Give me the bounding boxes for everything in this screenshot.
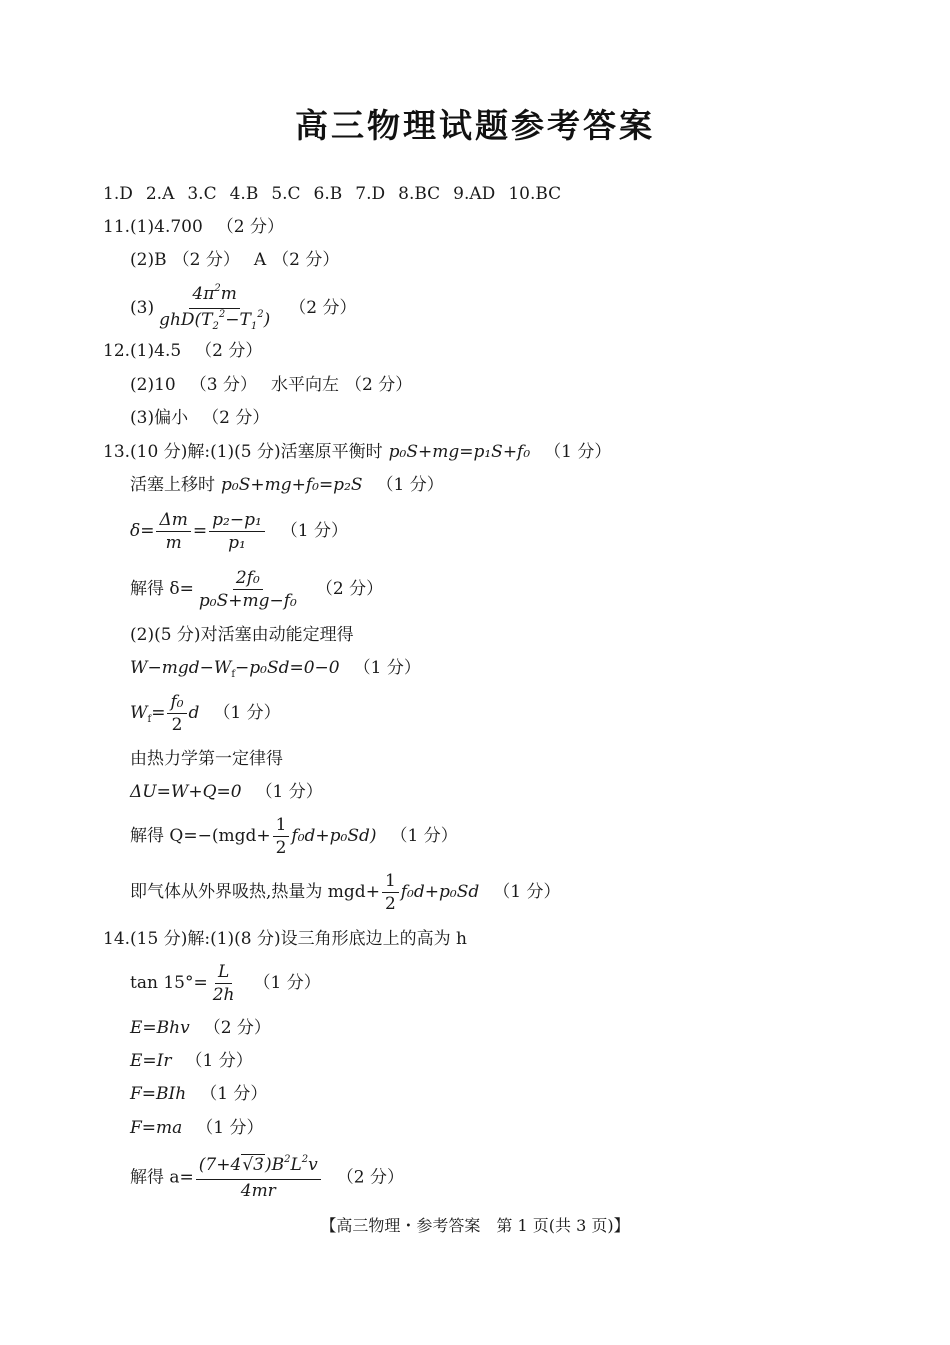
q13-solve-q bbox=[130, 815, 458, 858]
fraction bbox=[196, 568, 300, 611]
equation: F=ma bbox=[130, 1118, 183, 1138]
numerator: p₂−p₁ bbox=[209, 510, 265, 532]
q11-part2 bbox=[130, 249, 339, 271]
sqrt: √3 bbox=[242, 1155, 264, 1175]
label: 即气体从外界吸热,热量为 mgd+ bbox=[130, 882, 380, 902]
superscript: 2 bbox=[301, 1154, 309, 1165]
mc-answers bbox=[103, 183, 574, 205]
text: (2)(5 分)对活塞由动能定理得 bbox=[130, 625, 354, 645]
tail: f₀d+p₀Sd bbox=[400, 882, 480, 902]
q12-p2-value: 10 bbox=[154, 375, 176, 395]
equation: E=Ir bbox=[130, 1051, 172, 1071]
fraction bbox=[210, 962, 238, 1005]
subscript: f bbox=[147, 714, 152, 725]
q11-part1 bbox=[103, 216, 284, 238]
mc-answer: 10.BC bbox=[508, 184, 562, 204]
page-footer: 【高三物理・参考答案 第 1 页(共 3 页)】 bbox=[320, 1216, 630, 1235]
score: （1 分） bbox=[253, 973, 321, 993]
denominator: 2 bbox=[171, 715, 183, 735]
numerator: 2f₀ bbox=[233, 568, 263, 590]
mc-answer: 5.C bbox=[271, 184, 301, 204]
mc-answer: 4.B bbox=[229, 184, 259, 204]
q13-du bbox=[130, 781, 323, 803]
q12-part3 bbox=[130, 407, 269, 429]
page-title: 高三物理试题参考答案 bbox=[295, 106, 655, 145]
denominator-part: −T bbox=[225, 310, 251, 330]
lhs: W bbox=[130, 703, 148, 723]
numerator-part: L bbox=[290, 1155, 302, 1175]
fraction bbox=[382, 871, 399, 914]
superscript: 2 bbox=[218, 309, 226, 320]
subscript: f bbox=[231, 669, 236, 680]
label: 解得 δ= bbox=[130, 579, 194, 599]
score: （1 分） bbox=[493, 882, 561, 902]
q14-heading: 14.(15 分)解:(1)(8 分)设三角形底边上的高为 h bbox=[103, 929, 467, 949]
score: （2 分） bbox=[336, 1167, 404, 1188]
label: 解得 a= bbox=[130, 1167, 194, 1188]
q13-delta bbox=[130, 510, 348, 553]
score: （2 分） bbox=[344, 375, 413, 395]
q12-part2 bbox=[130, 374, 412, 396]
q13-solve-delta bbox=[130, 568, 383, 611]
equation: E=Bhv bbox=[130, 1018, 190, 1038]
mc-answer: 6.B bbox=[313, 184, 343, 204]
score: （1 分） bbox=[255, 782, 323, 802]
numerator-tail: m bbox=[220, 284, 237, 304]
q13-wf bbox=[130, 692, 281, 735]
numerator: f₀ bbox=[167, 692, 186, 714]
q14-e2 bbox=[130, 1050, 253, 1072]
subscript: 1 bbox=[250, 321, 258, 332]
score: （1 分） bbox=[196, 1118, 264, 1138]
score: （2 分） bbox=[203, 1018, 271, 1038]
score: （2 分） bbox=[289, 298, 357, 318]
q12-number: 12.(1) bbox=[103, 341, 155, 361]
equation: p₀S+mg=p₁S+f₀ bbox=[388, 442, 531, 462]
superscript: 2 bbox=[284, 1154, 291, 1165]
fraction bbox=[273, 815, 290, 858]
numerator-part: )B bbox=[264, 1155, 285, 1175]
denominator: 2h bbox=[212, 985, 235, 1005]
part-label: (2) bbox=[130, 250, 155, 270]
equation: p₀S+mg+f₀=p₂S bbox=[221, 475, 363, 495]
score: （2 分） bbox=[202, 408, 270, 428]
equation: F=BIh bbox=[130, 1084, 187, 1104]
q13-part2 bbox=[130, 624, 354, 646]
q13-heading: 13.(10 分)解:(1)(5 分)活塞原平衡时 bbox=[103, 442, 383, 462]
numerator: Δm bbox=[156, 510, 190, 532]
part-label: (3) bbox=[130, 408, 155, 428]
label: 解得 Q=−(mgd+ bbox=[130, 826, 271, 846]
q13-conclusion bbox=[130, 871, 560, 914]
score: （2 分） bbox=[216, 217, 285, 237]
q11-number: 11.(1) bbox=[103, 217, 155, 237]
q11-fraction bbox=[156, 284, 273, 333]
numerator-part: v bbox=[308, 1155, 318, 1175]
denominator: p₀S+mg−f₀ bbox=[198, 591, 297, 611]
score: （1 分） bbox=[353, 658, 421, 678]
q11-p2-value2: A bbox=[253, 250, 267, 270]
lhs: δ= bbox=[130, 521, 155, 541]
superscript: 2 bbox=[257, 309, 264, 320]
q14-tan bbox=[130, 962, 321, 1005]
fraction bbox=[209, 510, 265, 553]
numerator: 1 bbox=[382, 871, 399, 893]
q12-direction: 水平向左 bbox=[270, 375, 339, 395]
denominator: 2 bbox=[275, 838, 287, 858]
superscript: 2 bbox=[214, 283, 221, 294]
tail: f₀d+p₀Sd) bbox=[291, 826, 377, 846]
subscript: 2 bbox=[212, 321, 219, 332]
numerator: L bbox=[215, 962, 232, 984]
q12-p1-value: 4.5 bbox=[154, 341, 182, 361]
equation-tail: −p₀Sd=0−0 bbox=[235, 658, 340, 678]
q14-head bbox=[103, 928, 467, 950]
score: （2 分） bbox=[195, 341, 263, 361]
score: （1 分） bbox=[544, 442, 612, 462]
denominator: 2 bbox=[384, 894, 396, 914]
equals: = bbox=[151, 703, 166, 723]
text: 活塞上移时 bbox=[130, 475, 215, 495]
q13-line2 bbox=[130, 474, 444, 496]
denominator: m bbox=[165, 533, 182, 553]
denominator: ghD(T bbox=[159, 310, 213, 330]
equation: W−mgd−W bbox=[130, 658, 232, 678]
fraction bbox=[156, 510, 190, 553]
q13-head bbox=[103, 441, 611, 463]
q11-p1-value: 4.700 bbox=[154, 217, 203, 237]
radicand: 3 bbox=[253, 1155, 264, 1175]
q14-e1 bbox=[130, 1017, 271, 1039]
mc-answer: 7.D bbox=[355, 184, 386, 204]
score: （1 分） bbox=[390, 826, 458, 846]
equals: = bbox=[192, 521, 208, 541]
mc-answer: 9.AD bbox=[453, 184, 496, 204]
equation: ΔU=W+Q=0 bbox=[130, 782, 242, 802]
q14-solve bbox=[130, 1155, 404, 1201]
q11-p2-value1: B bbox=[154, 250, 167, 270]
score: （2 分） bbox=[272, 250, 340, 270]
denominator: 4mr bbox=[240, 1181, 276, 1201]
score: （1 分） bbox=[185, 1051, 253, 1071]
q12-part1 bbox=[103, 340, 262, 362]
fraction bbox=[196, 1155, 321, 1201]
q13-law bbox=[130, 748, 283, 770]
q12-p3-value: 偏小 bbox=[154, 408, 189, 428]
fraction bbox=[167, 692, 186, 735]
q14-f1 bbox=[130, 1083, 267, 1105]
numerator: 4π bbox=[192, 284, 215, 304]
part-label: (3) bbox=[130, 298, 155, 318]
score: （1 分） bbox=[213, 703, 281, 723]
q14-f2 bbox=[130, 1117, 264, 1139]
tail: d bbox=[188, 703, 200, 723]
numerator: (7+4 bbox=[198, 1155, 242, 1175]
mc-answer: 1.D bbox=[103, 184, 133, 204]
score: （2 分） bbox=[315, 579, 384, 599]
denominator-close: ) bbox=[263, 310, 271, 330]
score: （1 分） bbox=[376, 475, 444, 495]
mc-answer: 3.C bbox=[187, 184, 217, 204]
part-label: (2) bbox=[130, 375, 155, 395]
denominator: p₁ bbox=[228, 533, 246, 553]
q13-work-eq bbox=[130, 657, 421, 682]
q11-part3 bbox=[130, 284, 357, 333]
text: 由热力学第一定律得 bbox=[130, 749, 283, 769]
score: （2 分） bbox=[172, 250, 240, 270]
mc-answer: 8.BC bbox=[398, 184, 441, 204]
mc-answer: 2.A bbox=[145, 184, 175, 204]
lhs: tan 15°= bbox=[130, 973, 208, 993]
score: （1 分） bbox=[280, 521, 349, 541]
score: （1 分） bbox=[200, 1084, 268, 1104]
numerator: 1 bbox=[273, 815, 290, 837]
score: （3 分） bbox=[189, 375, 257, 395]
